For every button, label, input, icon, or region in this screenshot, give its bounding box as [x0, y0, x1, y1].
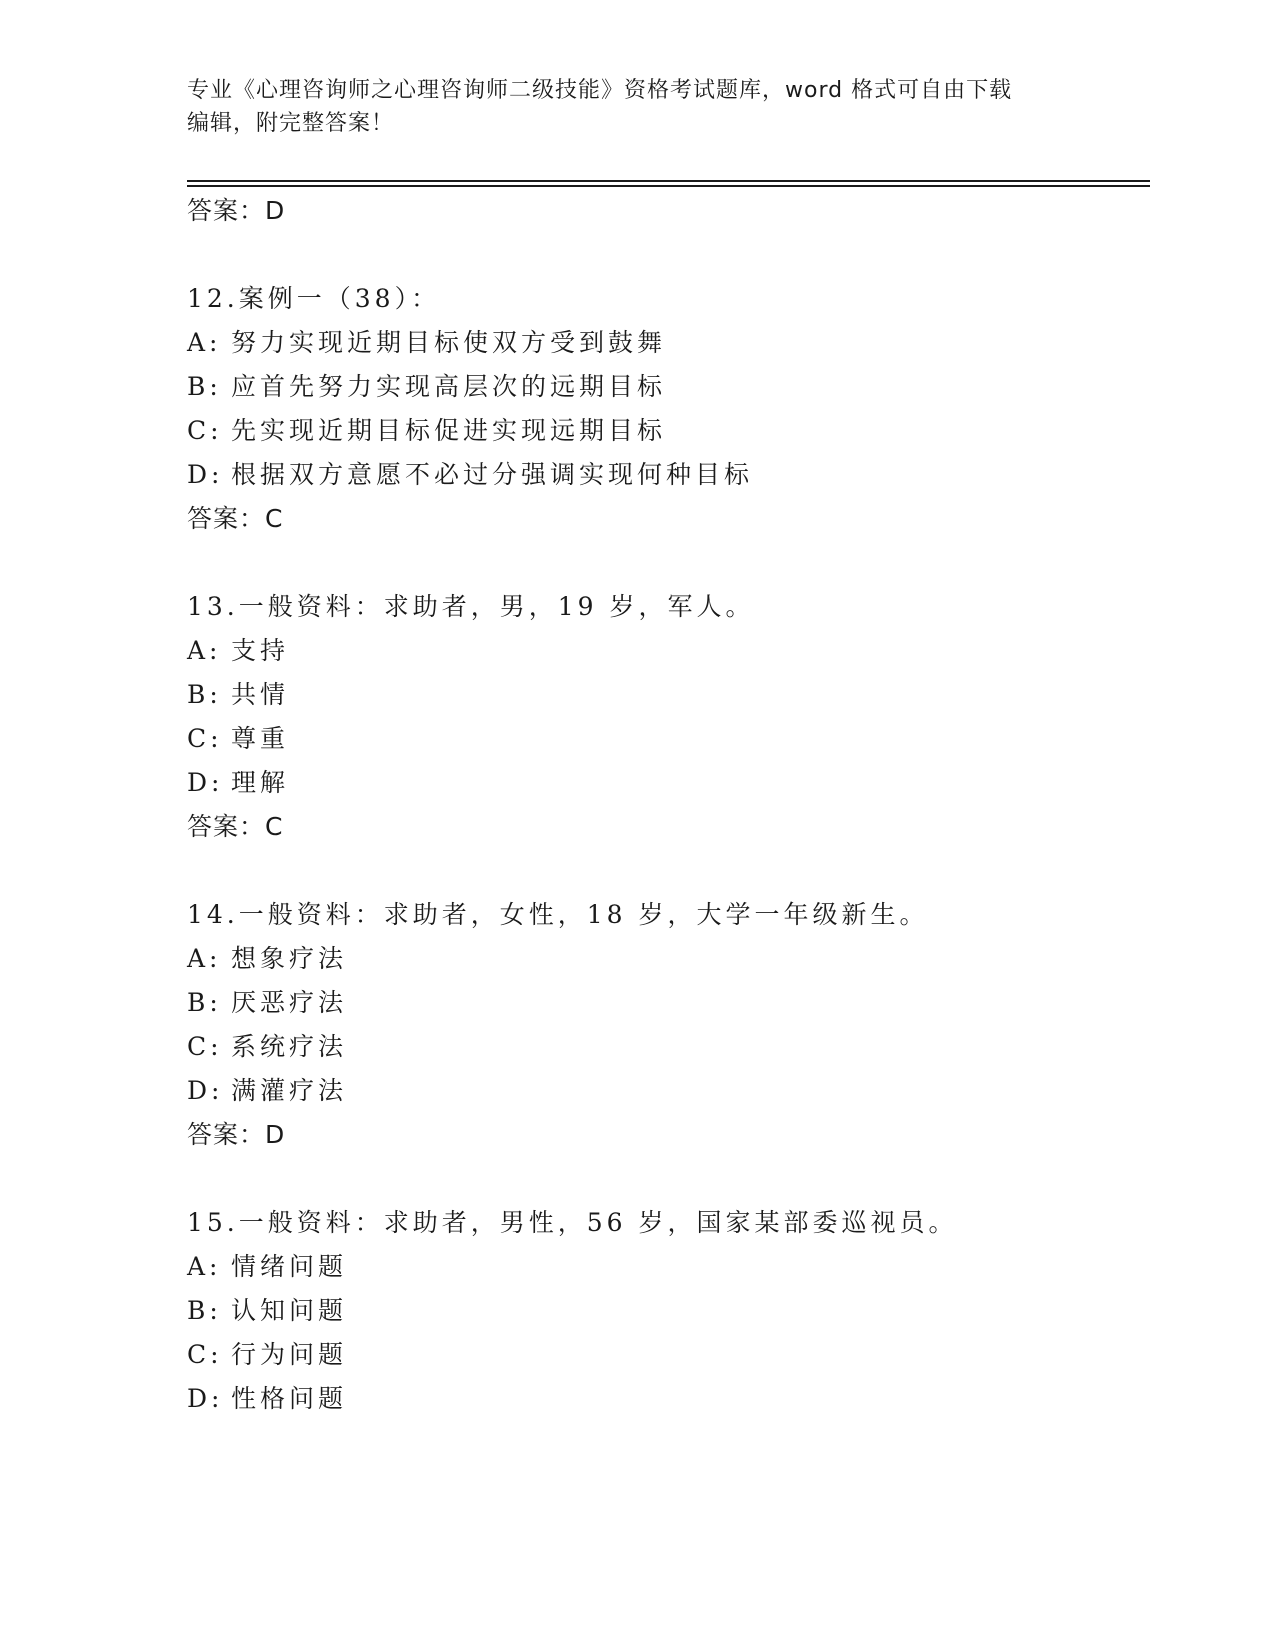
option-d: [187, 1071, 347, 1107]
option-b: [187, 675, 289, 711]
option-c: [187, 411, 666, 447]
option-letter: A:: [187, 944, 222, 973]
option-text: 情绪问题: [231, 1252, 348, 1281]
header-line-1: 专业《心理咨询师之心理咨询师二级技能》资格考试题库，word 格式可自由下载: [187, 78, 1013, 103]
answer-line: 答案：D: [187, 196, 286, 225]
option-c: [187, 1335, 347, 1371]
option-text: 理解: [231, 768, 290, 797]
option-text: 尊重: [231, 724, 290, 753]
option-d: [187, 763, 289, 799]
option-a: [187, 939, 347, 975]
question-stem-12: 12.案例一（38）：: [187, 284, 441, 313]
option-c: [187, 1027, 347, 1063]
header-divider-top: [187, 180, 1150, 182]
option-a: [187, 631, 289, 667]
option-text: 努力实现近期目标使双方受到鼓舞: [231, 328, 667, 357]
option-letter: B:: [187, 1296, 222, 1325]
option-text: 系统疗法: [231, 1032, 348, 1061]
option-letter: D:: [187, 1076, 224, 1105]
option-d: [187, 455, 753, 491]
option-c: [187, 719, 289, 755]
option-letter: D:: [187, 1384, 224, 1413]
option-letter: D:: [187, 460, 224, 489]
answer-line: 答案：C: [187, 504, 284, 533]
document-header: [187, 74, 1067, 140]
option-letter: A:: [187, 328, 222, 357]
question-stem-13: 13.一般资料：求助者，男，19 岁，军人。: [187, 592, 755, 621]
option-letter: B:: [187, 988, 222, 1017]
option-text: 行为问题: [231, 1340, 348, 1369]
option-text: 先实现近期目标促进实现远期目标: [231, 416, 667, 445]
option-letter: B:: [187, 680, 222, 709]
option-text: 应首先努力实现高层次的远期目标: [231, 372, 667, 401]
option-text: 根据双方意愿不必过分强调实现何种目标: [231, 460, 754, 489]
option-b: [187, 983, 347, 1019]
answer-line: 答案：C: [187, 812, 284, 841]
header-divider-bottom: [187, 185, 1150, 187]
option-a: [187, 323, 666, 359]
question-stem-15: 15.一般资料：求助者，男性，56 岁，国家某部委巡视员。: [187, 1208, 958, 1237]
option-text: 支持: [231, 636, 290, 665]
option-text: 满灌疗法: [231, 1076, 348, 1105]
option-b: [187, 1291, 347, 1327]
option-text: 厌恶疗法: [231, 988, 348, 1017]
option-letter: A:: [187, 636, 222, 665]
option-letter: B:: [187, 372, 222, 401]
option-text: 共情: [231, 680, 290, 709]
option-text: 想象疗法: [231, 944, 348, 973]
option-b: [187, 367, 666, 403]
option-letter: C:: [187, 724, 223, 753]
option-letter: A:: [187, 1252, 222, 1281]
option-a: [187, 1247, 347, 1283]
option-letter: C:: [187, 1340, 223, 1369]
header-line-2: 编辑，附完整答案！: [187, 111, 395, 136]
answer-line: 答案：D: [187, 1120, 286, 1149]
option-text: 性格问题: [231, 1384, 348, 1413]
question-stem-14: 14.一般资料：求助者，女性，18 岁，大学一年级新生。: [187, 900, 929, 929]
option-letter: C:: [187, 416, 223, 445]
option-letter: D:: [187, 768, 224, 797]
option-d: [187, 1379, 347, 1415]
option-text: 认知问题: [231, 1296, 348, 1325]
option-letter: C:: [187, 1032, 223, 1061]
